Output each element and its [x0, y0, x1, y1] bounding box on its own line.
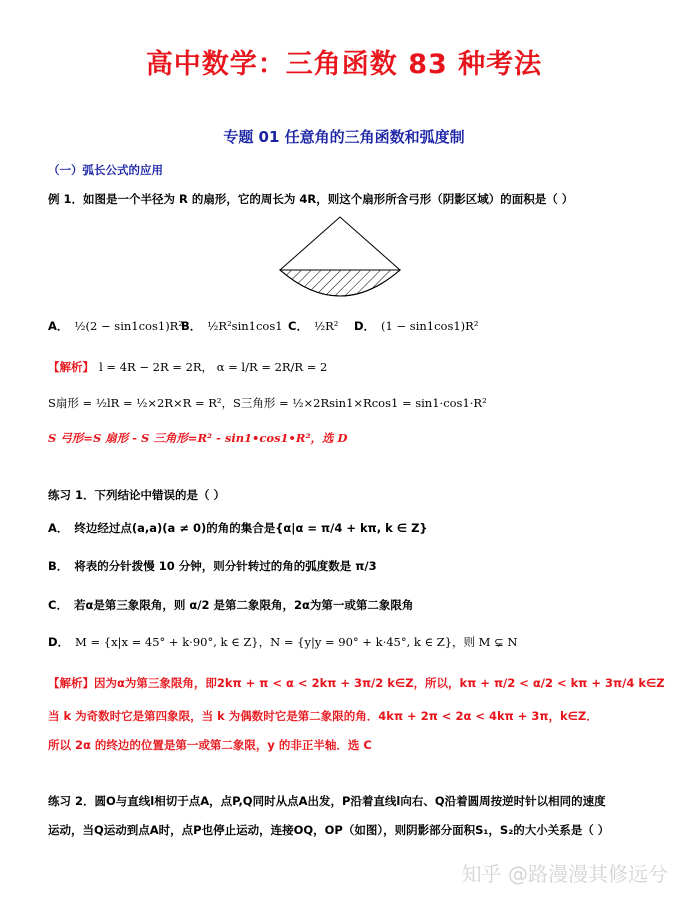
- section-heading: （一）弧长公式的应用: [48, 163, 163, 177]
- sector-figure: [270, 212, 410, 300]
- option-b-text: 将表的分针拨慢 10 分钟，则分针转过的角的弧度数是 π/3: [74, 559, 377, 573]
- exercise-2-question-line-1: 练习 2．圆O与直线l相切于点A，点P,Q同时从点A出发，P沿着直线l向右、Q沿着圆周按逆时针以相同的速度: [48, 794, 606, 808]
- option-c-text: ½R²: [313, 319, 339, 333]
- option-c-label: C．: [288, 319, 308, 333]
- exercise-1-solution-line-1: [48, 672, 665, 691]
- example-1-solution-line-1: [48, 356, 327, 375]
- exercise-1-solution-line-2: 当 k 为奇数时它是第四象限，当 k 为偶数时它是第二象限的角．4kπ + 2π < 2α < 4kπ + 3π，k∈Z．: [48, 709, 598, 723]
- option-a-text: ½(2 − sin1cos1)R²: [74, 319, 183, 333]
- option-d-label: D．: [48, 635, 70, 649]
- option-c-text: 若α是第三象限角，则 α/2 是第二象限角，2α为第一或第二象限角: [73, 598, 414, 612]
- solution-tag: 【解析】: [48, 676, 94, 690]
- exercise-1-option-c: [48, 597, 413, 613]
- page-title: 高中数学：三角函数 83 种考法: [145, 49, 543, 80]
- option-c-label: C．: [48, 598, 68, 612]
- exercise-2-question-line-2: 运动，当Q运动到点A时，点P也停止运动，连接OQ，OP（如图），则阴影部分面积S₁，S₂的大小关系是（ ）: [48, 823, 610, 837]
- option-b-text: ½R²sin1cos1: [207, 319, 283, 333]
- option-d-label: D．: [354, 319, 376, 333]
- exercise-1-option-b: [48, 558, 377, 574]
- option-b-label: B．: [48, 559, 69, 573]
- solution-text: 因为α为第三象限角，即2kπ + π < α < 2kπ + 3π/2 k∈Z，所以，kπ + π/2 < α/2 < kπ + 3π/4 k∈Z: [94, 676, 665, 690]
- example-1-option-c: [288, 318, 338, 334]
- example-1-option-b: [181, 318, 283, 334]
- example-1-option-d: [354, 318, 478, 334]
- example-1-question: 例 1．如图是一个半径为 R 的扇形，它的周长为 4R，则这个扇形所含弓形（阴影区域）的面积是（ ）: [48, 192, 574, 206]
- example-1-solution-line-3: S 弓形=S 扇形 - S 三角形=R² - sin1•cos1•R²，选 D: [48, 431, 348, 445]
- example-1-solution-line-2: S扇形 = ½lR = ½×2R×R = R²，S三角形 = ½×2Rsin1×Rcos1 = sin1·cos1·R²: [48, 396, 487, 410]
- option-d-text: (1 − sin1cos1)R²: [381, 319, 479, 333]
- watermark: 知乎 @路漫漫其修远兮: [461, 862, 668, 886]
- solution-formula: l = 4R − 2R = 2R， α = l/R = 2R/R = 2: [99, 360, 328, 374]
- option-a-label: A．: [48, 521, 69, 535]
- exercise-1-question: 练习 1．下列结论中错误的是（ ）: [48, 488, 226, 502]
- solution-tag: 【解析】: [48, 360, 94, 374]
- exercise-1-solution-line-3: 所以 2α 的终边的位置是第一或第二象限，y 的非正半轴．选 C: [48, 738, 372, 752]
- example-1-option-a: [48, 318, 183, 334]
- exercise-1-option-a: [48, 520, 428, 536]
- option-b-label: B．: [181, 319, 202, 333]
- exercise-1-option-d: [48, 634, 517, 650]
- option-d-text: M = {x|x = 45° + k·90°, k ∈ Z}，N = {y|y = 90° + k·45°, k ∈ Z}，则 M ⊊ N: [75, 635, 518, 649]
- option-a-text: 终边经过点(a,a)(a ≠ 0)的角的集合是{α|α = π/4 + kπ, k ∈ Z}: [74, 521, 428, 535]
- topic-heading: 专题 01 任意角的三角函数和弧度制: [223, 128, 465, 146]
- option-a-label: A．: [48, 319, 69, 333]
